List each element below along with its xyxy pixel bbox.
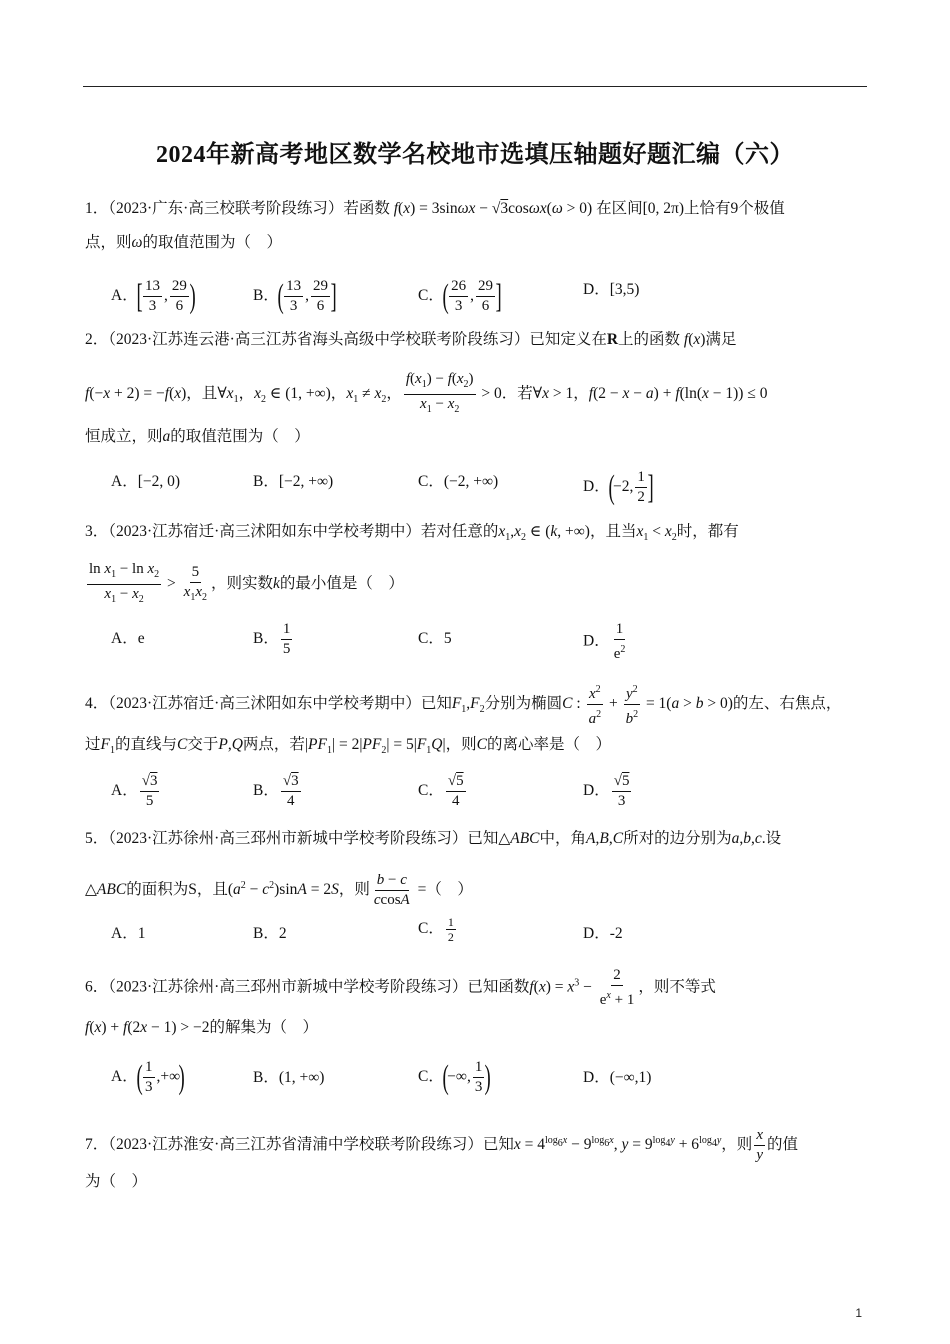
question-6-line-1: 6．（2023·江苏徐州·高三邳州市新城中学校考阶段练习）已知函数$f(x) = x^3$ − $\frac{2}{e^x + 1}$ ，则不等式	[85, 967, 716, 1008]
question-6-option-c[interactable]: C．(−∞, $\frac{1}{3}$ )	[418, 1058, 492, 1096]
question-3-source: 3．（2023·江苏宿迁·高三沭阳如东中学校考期中）若对任意的	[85, 523, 499, 540]
question-4-option-d[interactable]: D． $\frac{√5}{3}$	[583, 773, 630, 809]
question-5-option-a[interactable]: A．1	[111, 925, 146, 942]
question-5-source: 5．（2023·江苏徐州·高三邳州市新城中学校考阶段练习）已知	[85, 830, 499, 847]
page-number: 1	[855, 1306, 862, 1320]
question-2-line-1: 2．（2023·江苏连云港·高三江苏省海头高级中学校联考阶段练习）已知定义在R上的函数 f(x)满足	[85, 331, 737, 348]
question-2-line-3: 恒成立，则a的取值范围为（ ）	[85, 428, 310, 445]
question-6-line-2: f(x) + f(2x − 1) > −2的解集为（ ）	[85, 1019, 319, 1036]
question-4-option-a[interactable]: A． $\frac{√3}{5}$	[111, 773, 158, 809]
question-2-option-c[interactable]: C．(−2, +∞)	[418, 473, 499, 490]
question-4-line-1: 4．（2023·江苏宿迁·高三沭阳如东中学校考期中）已知$F_1,F_2$分别为椭圆C : $\frac{x^2}{a^2}$ + $\frac{y^2}{b^2}$ = 1(a > b > 0)的左、右焦点，	[85, 680, 865, 729]
question-2-source: 2．（2023·江苏连云港·高三江苏省海头高级中学校联考阶段练习）已知定义在	[85, 331, 607, 348]
question-1-interval: [0, 2π)	[642, 200, 684, 217]
question-3-line-1: 3．（2023·江苏宿迁·高三沭阳如东中学校考期中）若对任意的$x_1,x_2$ ∈ (k, +∞)，且当$x_1 < x_2$时，都有	[85, 523, 739, 544]
question-4-option-b[interactable]: B． $\frac{√3}{4}$	[253, 773, 299, 809]
question-6-option-a[interactable]: A．( $\frac{1}{3}$ ,+∞)	[111, 1058, 185, 1096]
question-2-option-d[interactable]: D．(−2, $\frac{1}{2}$ ]	[583, 468, 654, 506]
question-3-option-c[interactable]: C．5	[418, 630, 452, 647]
question-5-line-2: △ABC的面积为S，且$(a^2 - c^2)\sin A = 2S$，则 $\frac{b - c}{ccosA}$ =（ ）	[85, 872, 473, 908]
question-7-line-2: 为（ ）	[85, 1173, 148, 1190]
question-3-option-d[interactable]: D． $\frac{1}{e^2}$	[583, 621, 626, 662]
question-4-source: 4．（2023·江苏宿迁·高三沭阳如东中学校考期中）已知	[85, 695, 452, 713]
question-1-option-c[interactable]: C．( $\frac{26}{3}$ , $\frac{29}{6}$ ]	[418, 277, 502, 315]
question-5-line-1: 5．（2023·江苏徐州·高三邳州市新城中学校考阶段练习）已知△ABC中，角A,B,C所对的边分别为a,b,c.设	[85, 830, 782, 847]
question-4-line-2: 过$F_1$的直线与C交于P,Q两点，若$|PF_1| = 2|PF_2| = 5|F_1Q|$，则C的离心率是（ ）	[85, 736, 611, 757]
question-2-line-2: f(−x + 2) = −f(x)，且$\forall x_1$，$x_2$ ∈ (1, +∞)，$x_1 \ne x_2$， $\frac{f(x_1) - f(x_2)}{x_1 - x_2}$ > 0．若∀x > 1，f(2 − x − a) + f(ln(x − 1)) ≤ 0	[85, 371, 768, 415]
question-3-option-a[interactable]: A．e	[111, 630, 145, 647]
question-5-option-c[interactable]: C． $\frac{1}{2}$	[418, 915, 454, 944]
question-1-line-1: 1．（2023·广东·高三校联考阶段练习）若函数 f(x) = 3sinωx − √3cosωx(ω > 0) 在区间[0, 2π)上恰有9个极值	[85, 200, 785, 217]
question-7-line-1: 7．（2023·江苏淮安·高三江苏省清浦中学校联考阶段练习）已知$x = 4^{log_6x} - 9^{log_6x}$, $y = 9^{log_4y} + 6^{log_4y}$，则 $\frac{x}{y}$ 的值	[85, 1127, 798, 1163]
question-5-option-d[interactable]: D．-2	[583, 925, 623, 942]
question-2-option-a[interactable]: A．[−2, 0)	[111, 473, 181, 490]
question-1-option-b[interactable]: B．( $\frac{13}{3}$ , $\frac{29}{6}$ ]	[253, 277, 337, 315]
question-1-source: 1．（2023·广东·高三校联考阶段练习）若函数	[85, 200, 390, 217]
question-2-option-b[interactable]: B．[−2, +∞)	[253, 473, 334, 490]
question-6-option-b[interactable]: B．(1, +∞)	[253, 1069, 325, 1086]
question-5-option-b[interactable]: B．2	[253, 925, 287, 942]
question-7-source: 7．（2023·江苏淮安·高三江苏省清浦中学校联考阶段练习）已知	[85, 1136, 514, 1154]
question-1-option-a[interactable]: A．[ $\frac{13}{3}$ , $\frac{29}{6}$ )	[111, 277, 196, 315]
question-1-line-2: 点，则ω的取值范围为（ ）	[85, 234, 282, 251]
page-title: 2024年新高考地区数学名校地市选填压轴题好题汇编（六）	[156, 142, 794, 168]
header-rule	[83, 86, 867, 87]
question-4-option-c[interactable]: C． $\frac{√5}{4}$	[418, 773, 464, 809]
question-1-function: f(x) = 3sinωx − √3cosωx(ω > 0)	[393, 200, 593, 217]
question-1-option-d[interactable]: D．[3,5)	[583, 281, 640, 298]
question-6-source: 6．（2023·江苏徐州·高三邳州市新城中学校考阶段练习）已知函数	[85, 978, 530, 996]
question-6-option-d[interactable]: D．(−∞,1)	[583, 1069, 652, 1086]
question-3-option-b[interactable]: B． $\frac{1}{5}$	[253, 621, 291, 657]
question-3-line-2: $\frac{\ln x_1 - \ln x_2}{x_1 - x_2}$ > $\frac{5}{x_1x_2}$ ，则实数k的最小值是（ ）	[89, 561, 404, 605]
